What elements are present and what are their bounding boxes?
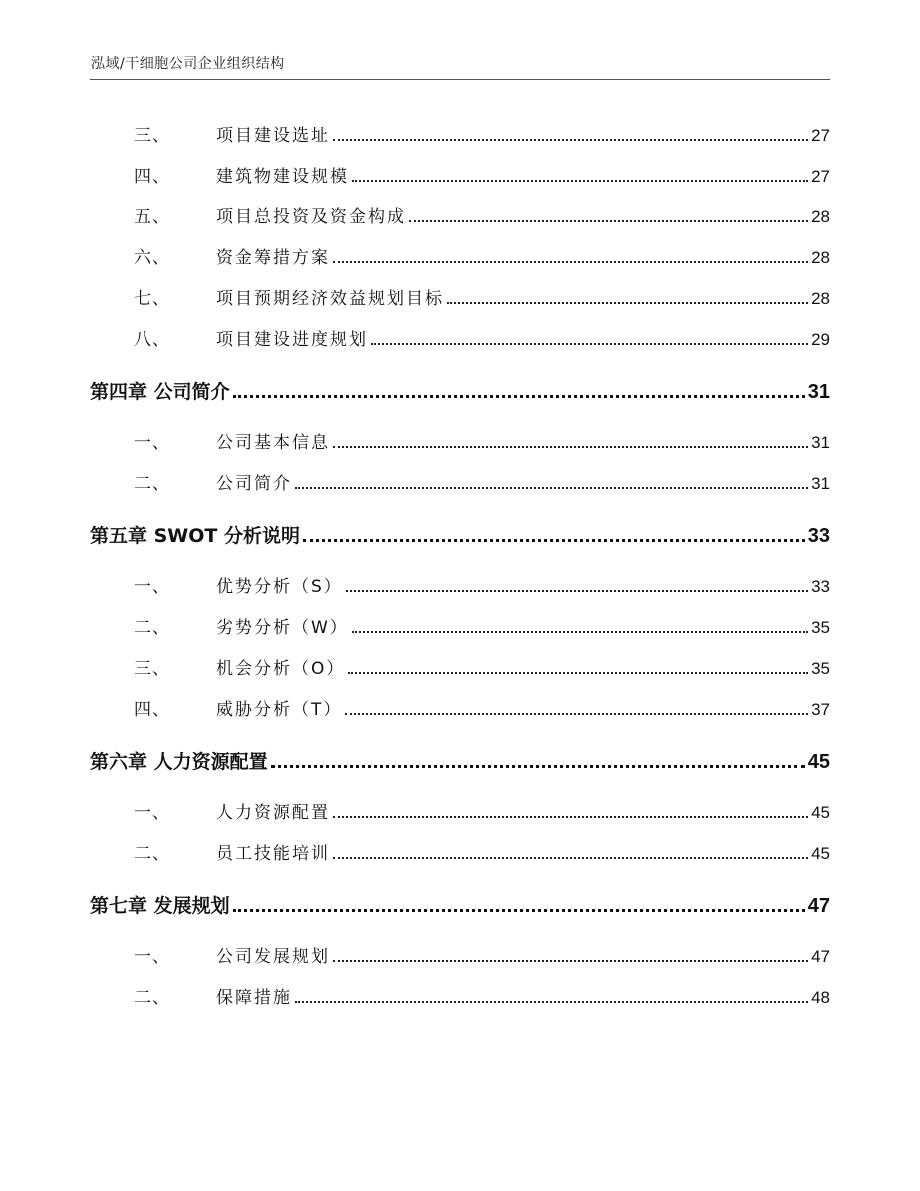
toc-entry-number: 二、 xyxy=(134,844,170,864)
toc-entry[interactable] xyxy=(90,163,830,187)
toc-chapter-page: 45 xyxy=(807,751,830,773)
toc-leader-dots xyxy=(303,539,805,542)
toc-entry[interactable] xyxy=(90,122,830,146)
running-header: 泓域/干细胞公司企业组织结构 xyxy=(91,56,285,72)
toc-entry-title: 人力资源配置 xyxy=(216,803,330,823)
toc-entry[interactable] xyxy=(90,285,830,309)
toc-entry-page: 31 xyxy=(811,474,830,493)
toc-entry-number: 四、 xyxy=(134,700,170,720)
toc-entry-number: 二、 xyxy=(134,618,170,638)
toc-entry-page: 45 xyxy=(811,803,830,822)
toc-entry-page: 45 xyxy=(811,844,830,863)
toc-entry-number: 二、 xyxy=(134,474,170,494)
toc-chapter[interactable] xyxy=(90,520,830,548)
toc-entry-title: 项目建设选址 xyxy=(216,126,330,146)
toc-chapter-title: 第五章 SWOT 分析说明 xyxy=(90,525,300,547)
toc-entry[interactable] xyxy=(90,655,830,679)
toc-leader-dots xyxy=(447,302,808,304)
toc-entry-number: 三、 xyxy=(134,126,170,146)
toc-entry-page: 28 xyxy=(811,248,830,267)
toc-leader-dots xyxy=(409,220,808,222)
toc-entry-title: 保障措施 xyxy=(216,988,292,1008)
toc-entry-title: 公司基本信息 xyxy=(216,433,330,453)
toc-chapter-page: 33 xyxy=(807,525,830,547)
toc-chapter-page: 31 xyxy=(807,381,830,403)
toc-entry-page: 28 xyxy=(811,207,830,226)
toc-entry-number: 二、 xyxy=(134,988,170,1008)
toc-leader-dots xyxy=(333,960,808,962)
toc-leader-dots xyxy=(333,816,808,818)
toc-entry-title: 员工技能培训 xyxy=(216,844,330,864)
toc-entry-title: 机会分析（O） xyxy=(216,659,346,679)
toc-entry-title: 项目预期经济效益规划目标 xyxy=(216,289,444,309)
toc-leader-dots xyxy=(333,857,808,859)
toc-entry-number: 一、 xyxy=(134,947,170,967)
toc-entry-number: 一、 xyxy=(134,803,170,823)
toc-entry[interactable] xyxy=(90,984,830,1008)
toc-leader-dots xyxy=(233,909,805,912)
toc-entry[interactable] xyxy=(90,470,830,494)
toc-chapter-page: 47 xyxy=(807,895,830,917)
toc-chapter[interactable] xyxy=(90,376,830,404)
toc-entry-number: 三、 xyxy=(134,659,170,679)
toc-chapter[interactable] xyxy=(90,890,830,918)
toc-entry[interactable] xyxy=(90,799,830,823)
toc-chapter[interactable] xyxy=(90,746,830,774)
toc-entry[interactable] xyxy=(90,573,830,597)
toc-entry-title: 公司简介 xyxy=(216,474,292,494)
toc-entry-page: 33 xyxy=(811,577,830,596)
toc-leader-dots xyxy=(333,446,808,448)
toc-leader-dots xyxy=(233,395,805,398)
toc-leader-dots xyxy=(333,139,808,141)
toc-chapter-title: 第四章 公司简介 xyxy=(90,381,230,403)
toc-entry[interactable] xyxy=(90,203,830,227)
toc-entry-number: 四、 xyxy=(134,167,170,187)
header-rule xyxy=(90,79,830,80)
toc-entry-number: 八、 xyxy=(134,330,170,350)
toc-entry-page: 35 xyxy=(811,618,830,637)
toc-entry-page: 47 xyxy=(811,947,830,966)
toc-entry-title: 威胁分析（T） xyxy=(216,700,343,720)
toc-entry-page: 31 xyxy=(811,433,830,452)
toc-entry[interactable] xyxy=(90,696,830,720)
toc-leader-dots xyxy=(348,672,808,674)
toc-entry-title: 项目建设进度规划 xyxy=(216,330,368,350)
toc-chapter-title: 第七章 发展规划 xyxy=(90,895,230,917)
toc-chapter-title: 第六章 人力资源配置 xyxy=(90,751,268,773)
toc-entry-page: 28 xyxy=(811,289,830,308)
toc-leader-dots xyxy=(346,590,808,592)
toc-entry-title: 建筑物建设规模 xyxy=(216,167,349,187)
toc-entry-title: 劣势分析（W） xyxy=(216,618,349,638)
toc-entry-page: 29 xyxy=(811,330,830,349)
toc-entry-page: 27 xyxy=(811,167,830,186)
toc-entry-number: 五、 xyxy=(134,207,170,227)
toc-entry-number: 一、 xyxy=(134,433,170,453)
toc-leader-dots xyxy=(333,261,808,263)
toc-entry-title: 资金筹措方案 xyxy=(216,248,330,268)
toc-entry[interactable] xyxy=(90,943,830,967)
toc-leader-dots xyxy=(371,343,808,345)
toc-entry-page: 48 xyxy=(811,988,830,1007)
toc-entry-number: 一、 xyxy=(134,577,170,597)
toc-entry-title: 优势分析（S） xyxy=(216,577,343,597)
toc-entry-page: 37 xyxy=(811,700,830,719)
toc-leader-dots xyxy=(345,713,808,715)
toc-entry[interactable] xyxy=(90,244,830,268)
toc-entry[interactable] xyxy=(90,840,830,864)
toc-leader-dots xyxy=(295,487,808,489)
toc-leader-dots xyxy=(352,631,808,633)
toc-leader-dots xyxy=(295,1001,808,1003)
toc-entry[interactable] xyxy=(90,326,830,350)
toc-entry-title: 项目总投资及资金构成 xyxy=(216,207,406,227)
toc-leader-dots xyxy=(271,765,805,768)
toc-entry-number: 六、 xyxy=(134,248,170,268)
toc-entry[interactable] xyxy=(90,429,830,453)
toc-entry-title: 公司发展规划 xyxy=(216,947,330,967)
toc-entry-page: 35 xyxy=(811,659,830,678)
toc-entry-page: 27 xyxy=(811,126,830,145)
toc-leader-dots xyxy=(352,180,808,182)
toc-entry[interactable] xyxy=(90,614,830,638)
toc-entry-number: 七、 xyxy=(134,289,170,309)
